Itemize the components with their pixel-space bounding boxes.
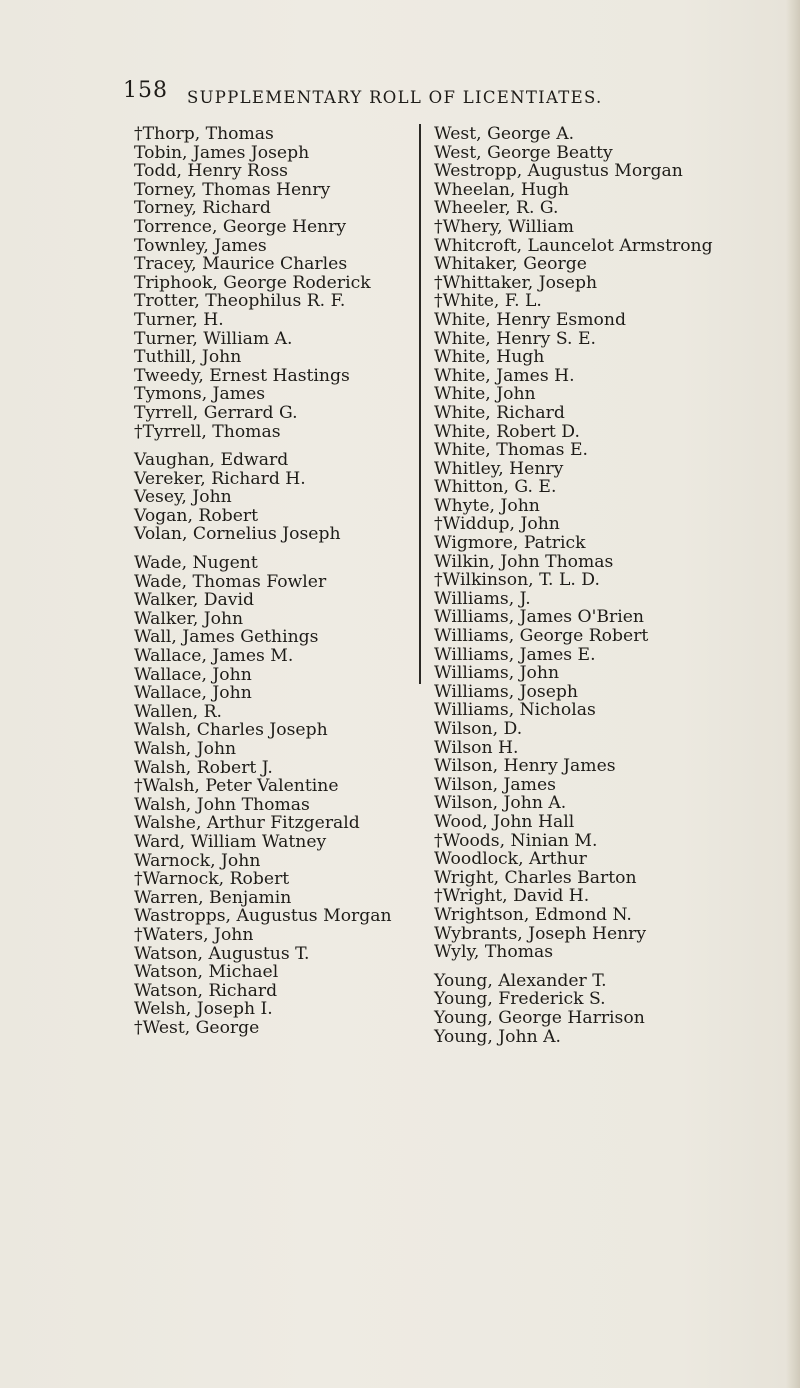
licentiate-entry: Whitton, G. E. [434, 477, 557, 498]
licentiate-entry: †Warnock, Robert [134, 869, 290, 890]
licentiate-entry: Young, Frederick S. [434, 989, 606, 1010]
column-divider [419, 124, 421, 684]
licentiate-entry: Wood, John Hall [434, 811, 575, 832]
licentiate-entry: Welsh, Joseph I. [134, 999, 273, 1020]
licentiate-entry: West, George Beatty [434, 142, 613, 163]
licentiate-entry: White, Robert D. [434, 421, 580, 442]
licentiate-entry: Williams, James O'Brien [434, 607, 644, 628]
licentiate-entry: †Widdup, John [434, 514, 560, 535]
licentiate-entry: West, George A. [434, 124, 575, 144]
licentiate-entry: Wilson, James [434, 774, 556, 795]
licentiate-entry: Vogan, Robert [134, 505, 259, 526]
licentiate-entry: Wallen, R. [134, 701, 222, 722]
licentiate-entry: Williams, J. [434, 588, 531, 609]
licentiate-entry: Watson, Richard [134, 980, 278, 1001]
licentiate-entry: Wallace, John [134, 683, 252, 704]
licentiate-entry: Turner, H. [134, 309, 224, 330]
licentiate-entry: Wright, Charles Barton [434, 867, 637, 888]
licentiate-entry: Torney, Thomas Henry [134, 179, 331, 200]
licentiate-entry: Volan, Cornelius Joseph [134, 524, 341, 545]
licentiate-entry: Williams, James E. [434, 644, 596, 665]
licentiate-entry: Vaughan, Edward [134, 450, 289, 471]
licentiate-entry: Whyte, John [434, 495, 540, 516]
licentiate-entry: Wilson, Henry James [434, 756, 616, 777]
licentiate-entry: Whitley, Henry [434, 458, 564, 479]
right-column-list [434, 125, 764, 1046]
licentiate-entry: Wilson H. [434, 737, 519, 758]
licentiate-entry: Watson, Augustus T. [134, 943, 310, 964]
licentiate-entry: Wilkin, John Thomas [434, 551, 614, 572]
licentiate-entry: Woodlock, Arthur [434, 849, 587, 870]
licentiate-entry: Wigmore, Patrick [434, 533, 586, 554]
licentiate-entry: Todd, Henry Ross [134, 161, 288, 182]
page-number: 158 [123, 78, 168, 103]
licentiate-entry: †Waters, John [134, 924, 254, 945]
licentiate-entry: Walker, John [134, 608, 244, 629]
licentiate-entry: Tweedy, Ernest Hastings [134, 365, 350, 386]
licentiate-entry: White, Henry Esmond [434, 309, 626, 330]
licentiate-entry: †Wilkinson, T. L. D. [434, 570, 600, 591]
licentiate-entry: Wheelan, Hugh [434, 179, 569, 200]
licentiate-entry: Warren, Benjamin [134, 887, 292, 908]
licentiate-entry: Tyrrell, Gerrard G. [134, 402, 298, 423]
licentiate-entry: Wade, Thomas Fowler [134, 571, 327, 592]
licentiate-entry: †Wright, David H. [434, 886, 590, 907]
licentiate-entry: Walker, David [134, 590, 254, 611]
running-head: SUPPLEMENTARY ROLL OF LICENTIATES. [187, 88, 603, 107]
licentiate-entry: Walsh, John Thomas [134, 794, 310, 815]
licentiate-entry: †Whery, William [434, 216, 574, 237]
licentiate-entry: Wade, Nugent [134, 553, 258, 574]
licentiate-entry: White, Hugh [434, 347, 545, 368]
licentiate-entry: Tracey, Maurice Charles [134, 254, 348, 275]
licentiate-entry: Walsh, John [134, 739, 237, 759]
licentiate-entry: Wybrants, Joseph Henry [434, 923, 647, 944]
licentiate-entry: Vesey, John [134, 487, 232, 508]
licentiate-entry: Wall, James Gethings [134, 627, 319, 648]
licentiate-entry: Walsh, Robert J. [134, 757, 273, 778]
licentiate-entry: †Thorp, Thomas [134, 124, 274, 144]
licentiate-entry: †White, F. L. [434, 291, 542, 312]
licentiate-entry: Williams, George Robert [434, 626, 649, 647]
licentiate-entry: Warnock, John [134, 850, 261, 871]
licentiate-entry: White, James H. [434, 365, 575, 386]
licentiate-entry: †Woods, Ninian M. [434, 830, 598, 851]
licentiate-entry: †Tyrrell, Thomas [134, 421, 281, 442]
licentiate-entry: Torney, Richard [134, 198, 271, 219]
licentiate-entry: Wyly, Thomas [434, 942, 554, 963]
licentiate-entry: Wastropps, Augustus Morgan [134, 906, 392, 927]
licentiate-entry: Williams, Joseph [434, 681, 578, 702]
licentiate-entry: †West, George [134, 1017, 260, 1038]
licentiate-entry: Tymons, James [134, 384, 266, 405]
licentiate-entry: †Whittaker, Joseph [434, 272, 598, 293]
page-edge-shadow [786, 0, 800, 1388]
licentiate-entry: Williams, John [434, 663, 560, 684]
licentiate-entry: Whitcroft, Launcelot Armstrong [434, 235, 713, 256]
licentiate-entry: Watson, Michael [134, 962, 279, 983]
licentiate-entry: Wilson, D. [434, 719, 523, 739]
licentiate-entry: Townley, James [134, 235, 267, 256]
licentiate-entry: Wrightson, Edmond N. [434, 904, 632, 925]
licentiate-entry: White, Henry S. E. [434, 328, 596, 349]
licentiate-entry: White, Richard [434, 402, 565, 423]
licentiate-entry: Vereker, Richard H. [134, 468, 306, 489]
licentiate-entry: Wheeler, R. G. [434, 198, 559, 219]
licentiate-entry: Young, John A. [434, 1026, 561, 1047]
licentiate-entry: Walshe, Arthur Fitzgerald [134, 813, 360, 834]
licentiate-entry: Ward, William Watney [134, 831, 327, 852]
licentiate-entry: Wilson, John A. [434, 793, 567, 814]
licentiate-entry: Williams, Nicholas [434, 700, 596, 721]
licentiate-entry: Tuthill, John [134, 347, 242, 368]
licentiate-entry: Westropp, Augustus Morgan [434, 161, 683, 182]
licentiate-entry: Turner, William A. [134, 328, 293, 349]
licentiate-entry: †Walsh, Peter Valentine [134, 776, 339, 797]
licentiate-entry: White, Thomas E. [434, 440, 588, 461]
licentiate-entry: Triphook, George Roderick [134, 272, 371, 293]
licentiate-entry: Wallace, James M. [134, 646, 294, 667]
licentiate-entry: Whitaker, George [434, 254, 587, 275]
licentiate-entry: Young, George Harrison [434, 1007, 645, 1028]
licentiate-entry: White, John [434, 384, 536, 405]
licentiate-entry: Torrence, George Henry [134, 216, 347, 237]
licentiate-entry: Walsh, Charles Joseph [134, 720, 328, 741]
left-column-list [134, 125, 404, 1038]
licentiate-entry: Trotter, Theophilus R. F. [134, 291, 346, 312]
licentiate-entry: Young, Alexander T. [434, 970, 607, 991]
licentiate-entry: Wallace, John [134, 664, 252, 685]
licentiate-entry: Tobin, James Joseph [134, 142, 310, 163]
